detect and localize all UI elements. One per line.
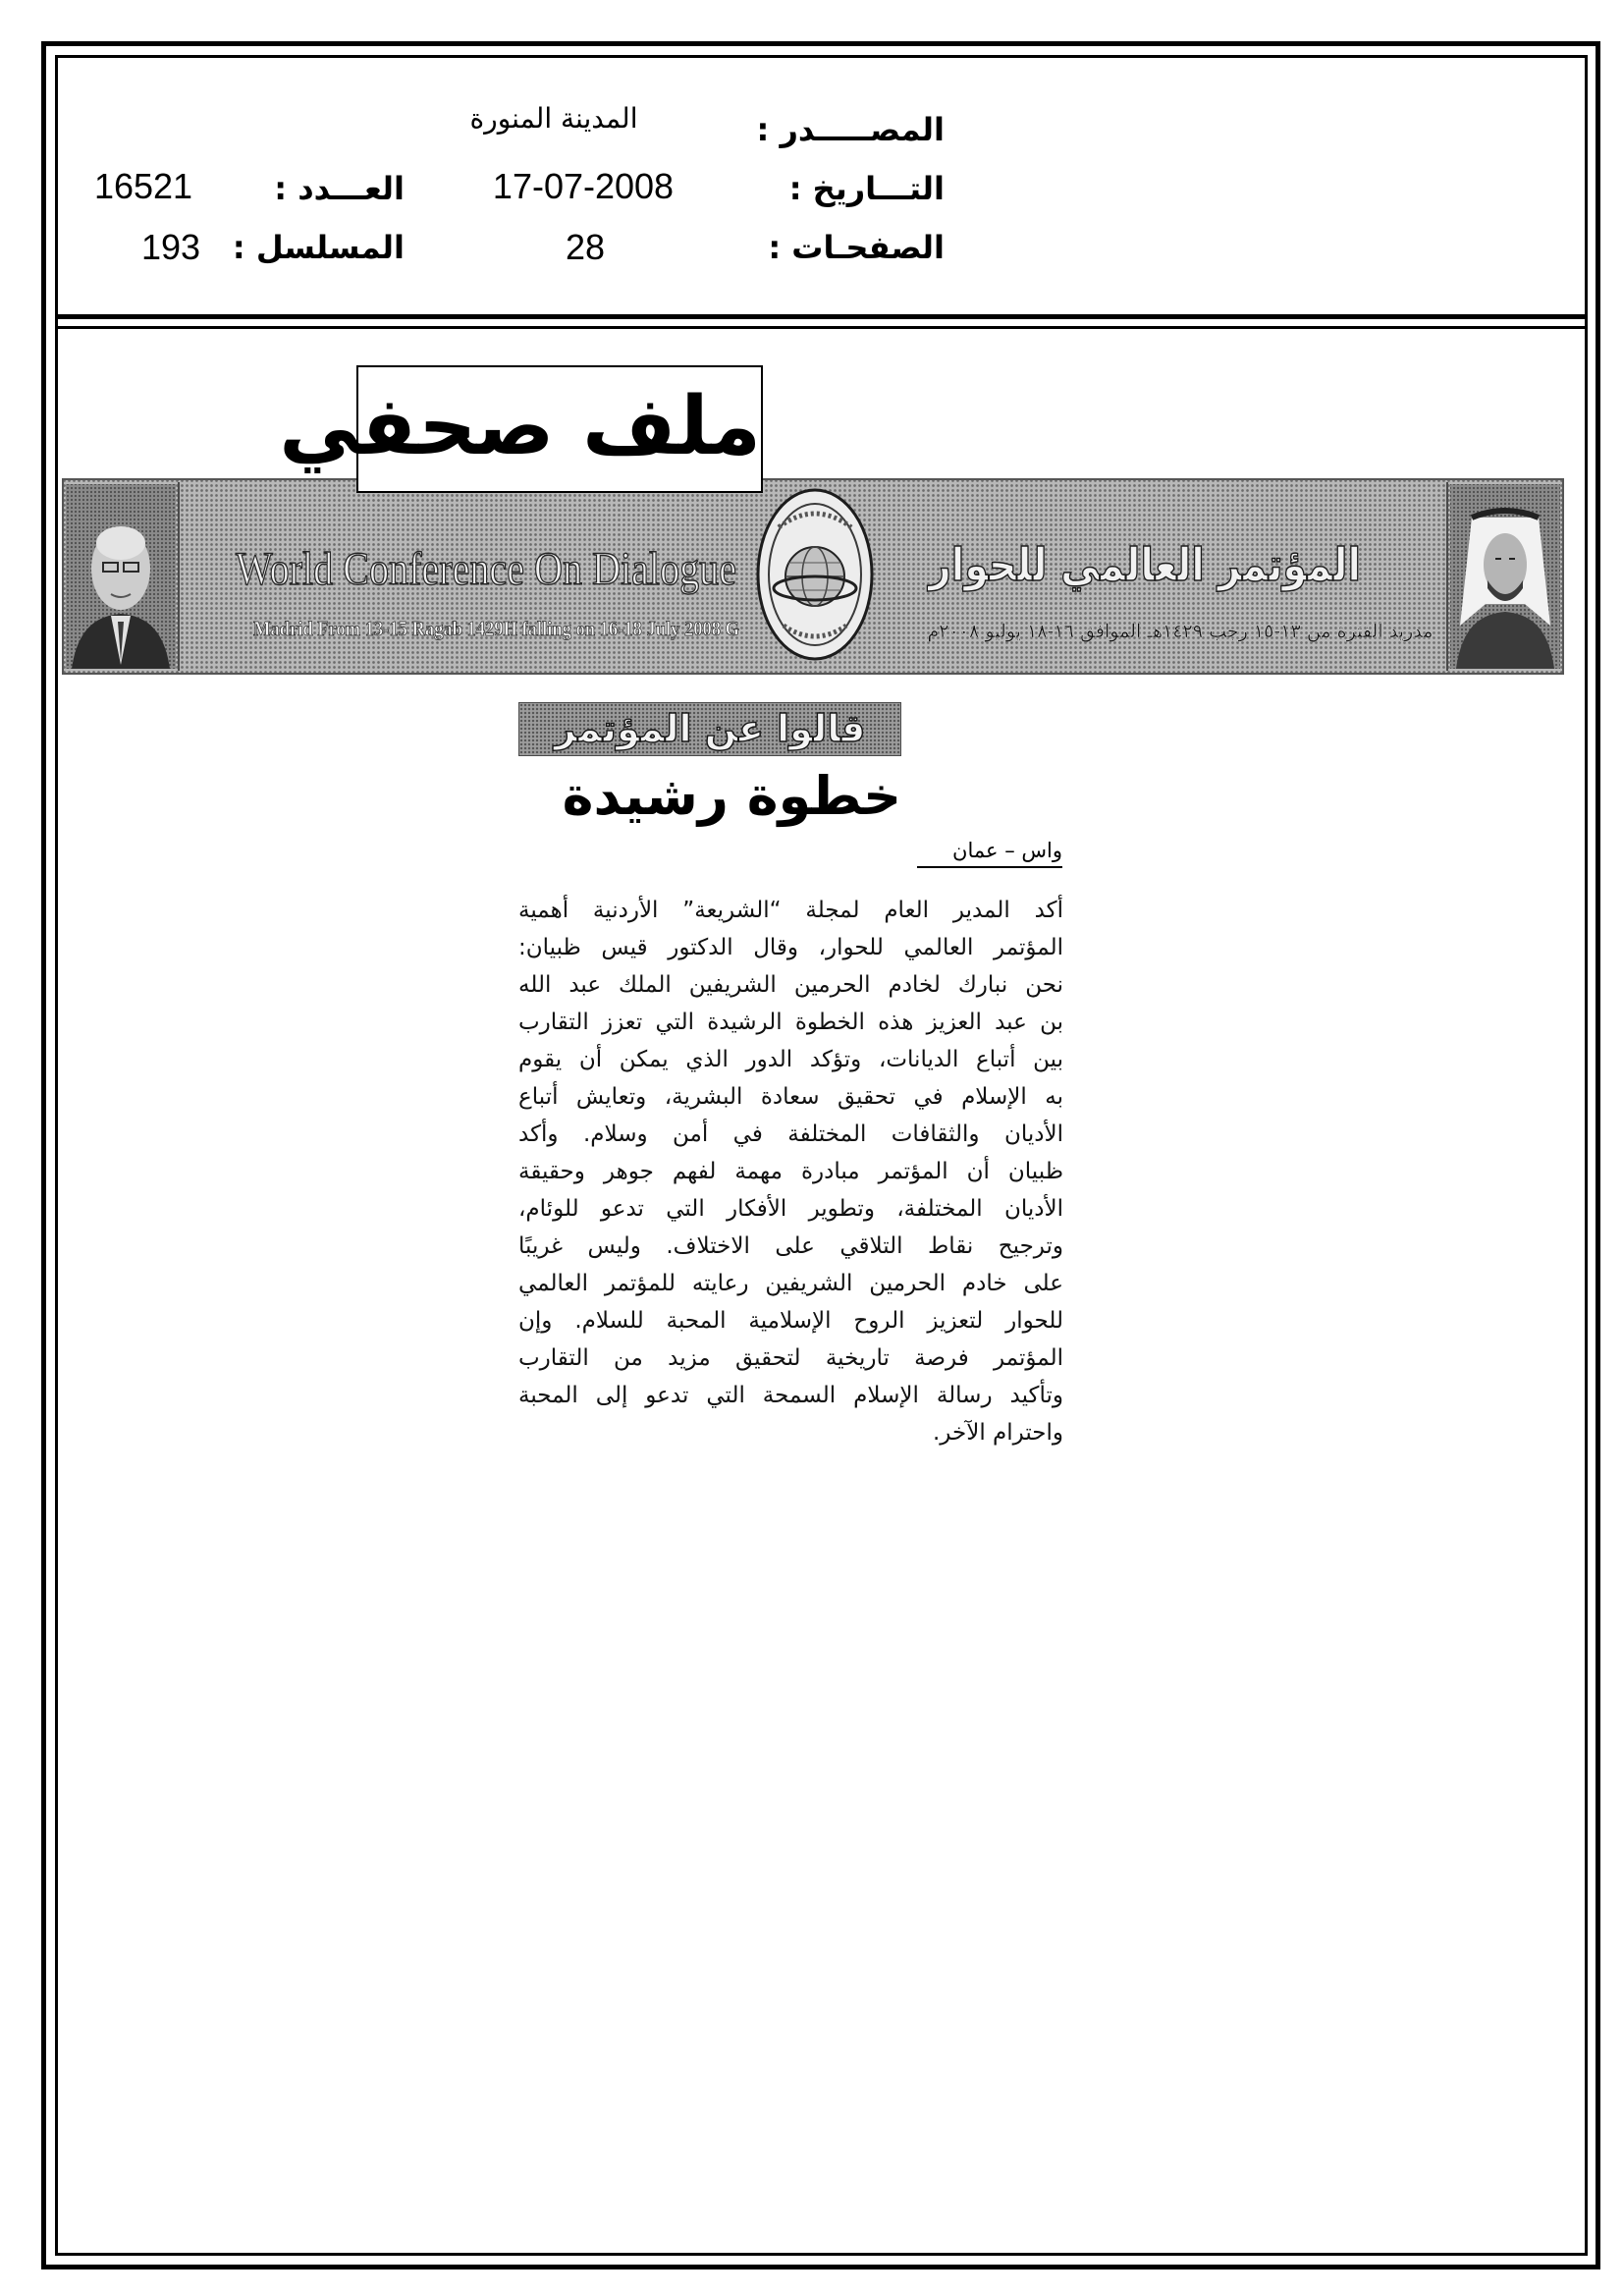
issue-value: 16521: [93, 166, 193, 206]
header-divider-thin: [55, 326, 1588, 329]
article-body-line: أكد المدير العام لمجلة “الشريعة” الأردنية أهمية: [518, 898, 1063, 923]
article-body-line: الأديان المختلفة، وتطوير الأفكار التي تدعو للوئام،: [518, 1196, 1063, 1222]
pages-value: 28: [565, 227, 606, 267]
banner-title-ar: المؤتمر العالمي للحوار: [927, 538, 1361, 591]
article-body: [518, 892, 1063, 1451]
article-body-line: للحوار لتعزيز الروح الإسلامية المحبة للسلام. وإن: [518, 1308, 1063, 1334]
portrait-photo-left: [66, 484, 176, 669]
pages-label: الصفحـات :: [768, 229, 945, 266]
article-body-line: به الإسلام في تحقيق سعادة البشرية، وتعايش أتباع: [518, 1084, 1063, 1110]
date-value: 17-07-2008: [492, 166, 675, 206]
article-body-line: المؤتمر العالمي للحوار، وقال الدكتور قيس ظبيان:: [518, 935, 1063, 960]
source-value: المدينة المنورة: [469, 102, 638, 135]
article-byline: واس – عمان: [917, 836, 1062, 868]
article-body-line: الأديان والثقافات المختلفة في أمن وسلام. وأكد: [518, 1121, 1063, 1147]
serial-value: 193: [140, 227, 201, 267]
article-body-line: وترجيح نقاط التلاقي على الاختلاف. وليس غريبًا: [518, 1233, 1063, 1259]
date-label: التـــاريخ :: [788, 170, 945, 207]
serial-label: المسلسل :: [232, 229, 405, 266]
article-body-line: نحن نبارك لخادم الحرمين الشريفين الملك عبد الله: [518, 972, 1063, 998]
banner-subtitle-ar: مدريد الفترة من ١٣-١٥ رجب ١٤٢٩هـ الموافق ١٦-١٨ يوليو ٢٠٠٨م: [927, 621, 1433, 642]
press-file-title: ملف صحفي: [356, 365, 763, 493]
conference-logo: [758, 490, 872, 659]
article-body-line: المؤتمر فرصة تاريخية لتحقيق مزيد من التقارب: [518, 1345, 1063, 1371]
header-divider: [55, 314, 1588, 319]
article-body-line: بين أتباع الديانات، وتؤكد الدور الذي يمكن أن يقوم: [518, 1047, 1063, 1072]
issue-label: العـــدد :: [274, 170, 405, 207]
portrait-photo-right: [1450, 484, 1560, 669]
article-body-line: على خادم الحرمين الشريفين رعايته للمؤتمر العالمي: [518, 1271, 1063, 1296]
section-label: قالوا عن المؤتمر: [518, 702, 901, 756]
banner-subtitle-en: Madrid From 13-15 Ragab 1429H falling on 16-18 July 2008 G: [253, 617, 739, 640]
article-body-line: وتأكيد رسالة الإسلام السمحة التي تدعو إلى المحبة: [518, 1383, 1063, 1408]
article-body-line: ظبيان أن المؤتمر مبادرة مهمة لفهم جوهر وحقيقة: [518, 1159, 1063, 1184]
article-body-line: بن عبد العزيز هذه الخطوة الرشيدة التي تعزز التقارب: [518, 1010, 1063, 1035]
banner-title-en: World Conference On Dialogue: [236, 543, 736, 595]
source-label: المصـــــدر :: [756, 111, 945, 148]
article-body-line: واحترام الآخر.: [932, 1420, 1063, 1446]
article-headline: خطوة رشيدة: [562, 765, 901, 827]
conference-banner: [62, 478, 1564, 675]
